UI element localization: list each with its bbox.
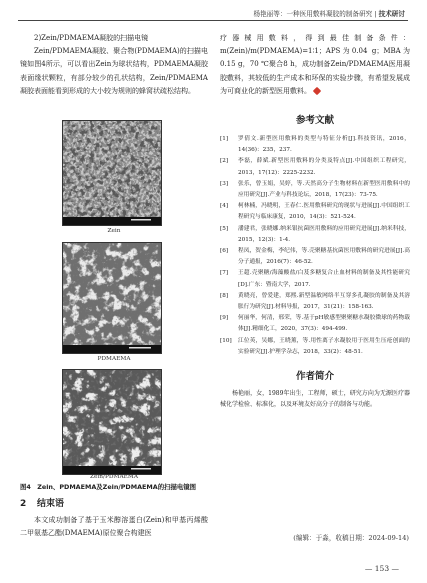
reference-item: [9] 何丽华，何清，邢荣，等.基于pH敏感型聚聚糖水凝胶微球的药物载体[J].精细化工，2020，37(3)：494-499.	[220, 315, 410, 333]
figure-caption: 图4 Zein、PDMAEMA及Zein/PDMAEMA的扫描电镜图	[20, 483, 197, 491]
sem-image-pdmaema	[62, 242, 162, 354]
image-label-zein: Zein	[107, 228, 121, 234]
reference-item: [1] 罗倩文.新型医用敷料的类型与特征分析[J].科技资讯，2016，14(36)：235，237.	[220, 136, 410, 154]
running-head: 杨艳丽等：一种医用敷料凝胶的制备研究 | 技术研讨	[253, 10, 405, 18]
reference-item: [8] 黄晓亮，曾爱建，郑熙.新型温敏网络半互穿多孔凝胶的制备及其溶胀行为研究[J].材料导报，2017，31(21)：158-163.	[220, 292, 410, 311]
section-number: 2	[20, 499, 27, 509]
reference-item: [5] 潘建君，张晓娜.纳米银抗菌医用敷料的应用研究进展[J].纳米科技，2015，12(3)：1-4.	[220, 225, 410, 243]
sem-image-zein-pdmaema	[62, 369, 162, 475]
reference-item: [7] 王超.壳聚糖/海藻酸盐/白芨多糖复合止血材料的制备及其性能研究[D].广东：暨南大学，2017.	[220, 270, 410, 288]
reference-item: [4] 柯林楠，冯晓明，王春仁.医用敷料研究的现状与进展[J].中国组织工程研究与临床康复，2010，14(3)：521-524.	[220, 203, 410, 221]
image-label-pdmaema: PDMAEMA	[97, 356, 131, 362]
sem-paragraph: Zein/PDMAEMA凝胶、聚合物(PDMAEMA)的扫描电镜如图4所示，可以看出Zein为球状结构，PDMAEMA凝胶表面缘状颗粒，有部分较少的孔状结构，Zein/PDMAEMA凝胶表面能看到形成的大小较为规则的蜂窝状疏松结构。	[20, 47, 208, 95]
left-column	[20, 32, 208, 98]
header-rule	[18, 20, 408, 21]
continuation-text: 疗器械用敷料，得到最佳制备条件：m(Zein)/m(PDMAEMA)=1∶1；APS为0.04 g；MBA为0.15 g，70 ℃聚合8 h，成功制备Zein/PDMAEMA医用凝胶敷料，其较低的生产成本和环保的实验步骤，有希望发展成为可商业化的新型医用敷料。	[220, 34, 410, 95]
reference-item: [2] 李磊，薛斌.新型医用敷料的分类及特点[J].中国组织工程研究，2013，17(12)：2225-2232.	[220, 158, 410, 176]
reference-list	[220, 134, 410, 358]
image-label-zein-pdmaema: Zein/PDMAEMA	[89, 474, 139, 480]
bio-title: 作者简介	[295, 371, 334, 383]
editor-note: (编辑：于淼，收稿日期：2024-09-14)	[293, 534, 409, 542]
subsection-title: 2)Zein/PDMAEMA凝胶的扫描电镜	[34, 34, 149, 42]
conclusion-paragraph: 本文成功制备了基于玉米醇溶蛋白(Zein)和甲基丙烯酸二甲氨基乙酯(DMAEMA)原位聚合构建医	[20, 516, 208, 538]
running-head-section: 技术研讨	[378, 10, 405, 18]
end-mark-icon	[313, 87, 321, 95]
section-title: 结束语	[37, 499, 65, 509]
sem-image-zein	[62, 120, 162, 226]
section-heading	[20, 496, 64, 509]
reference-item: [6] 程凤，贺金梅，李纪伟，等.壳聚糖基抗菌医用敷料的研究进展[J].高分子通报，2016(7)：46-52.	[220, 248, 410, 266]
references-title: 参考文献	[295, 115, 334, 127]
conclusion-block	[20, 514, 208, 540]
running-head-title: 杨艳丽等：一种医用敷料凝胶的制备研究	[253, 10, 373, 18]
right-column	[220, 32, 410, 411]
reference-item: [10] 江位英，吴娜，王晓薰，等.用性离子水凝胶用于医用生压疮创面的实验研究[J].护理学杂志，2018，33(2)：48-51.	[220, 337, 410, 355]
reference-item: [3] 张乐，曾玉娟，吴婷，等.天然高分子生物材料在新型医用敷料中的应用研究[J].产业与科技论坛，2018，17(23)：73-75.	[220, 180, 410, 199]
continuation-paragraph	[220, 32, 410, 98]
author-bio: 杨艳丽，女，1989年出生，工程师，硕士，研究方向为无源医疗器械化学检验、标准化，以及环境友好高分子的制备与功能。	[220, 390, 410, 409]
page-number: — 153 —	[364, 564, 399, 573]
